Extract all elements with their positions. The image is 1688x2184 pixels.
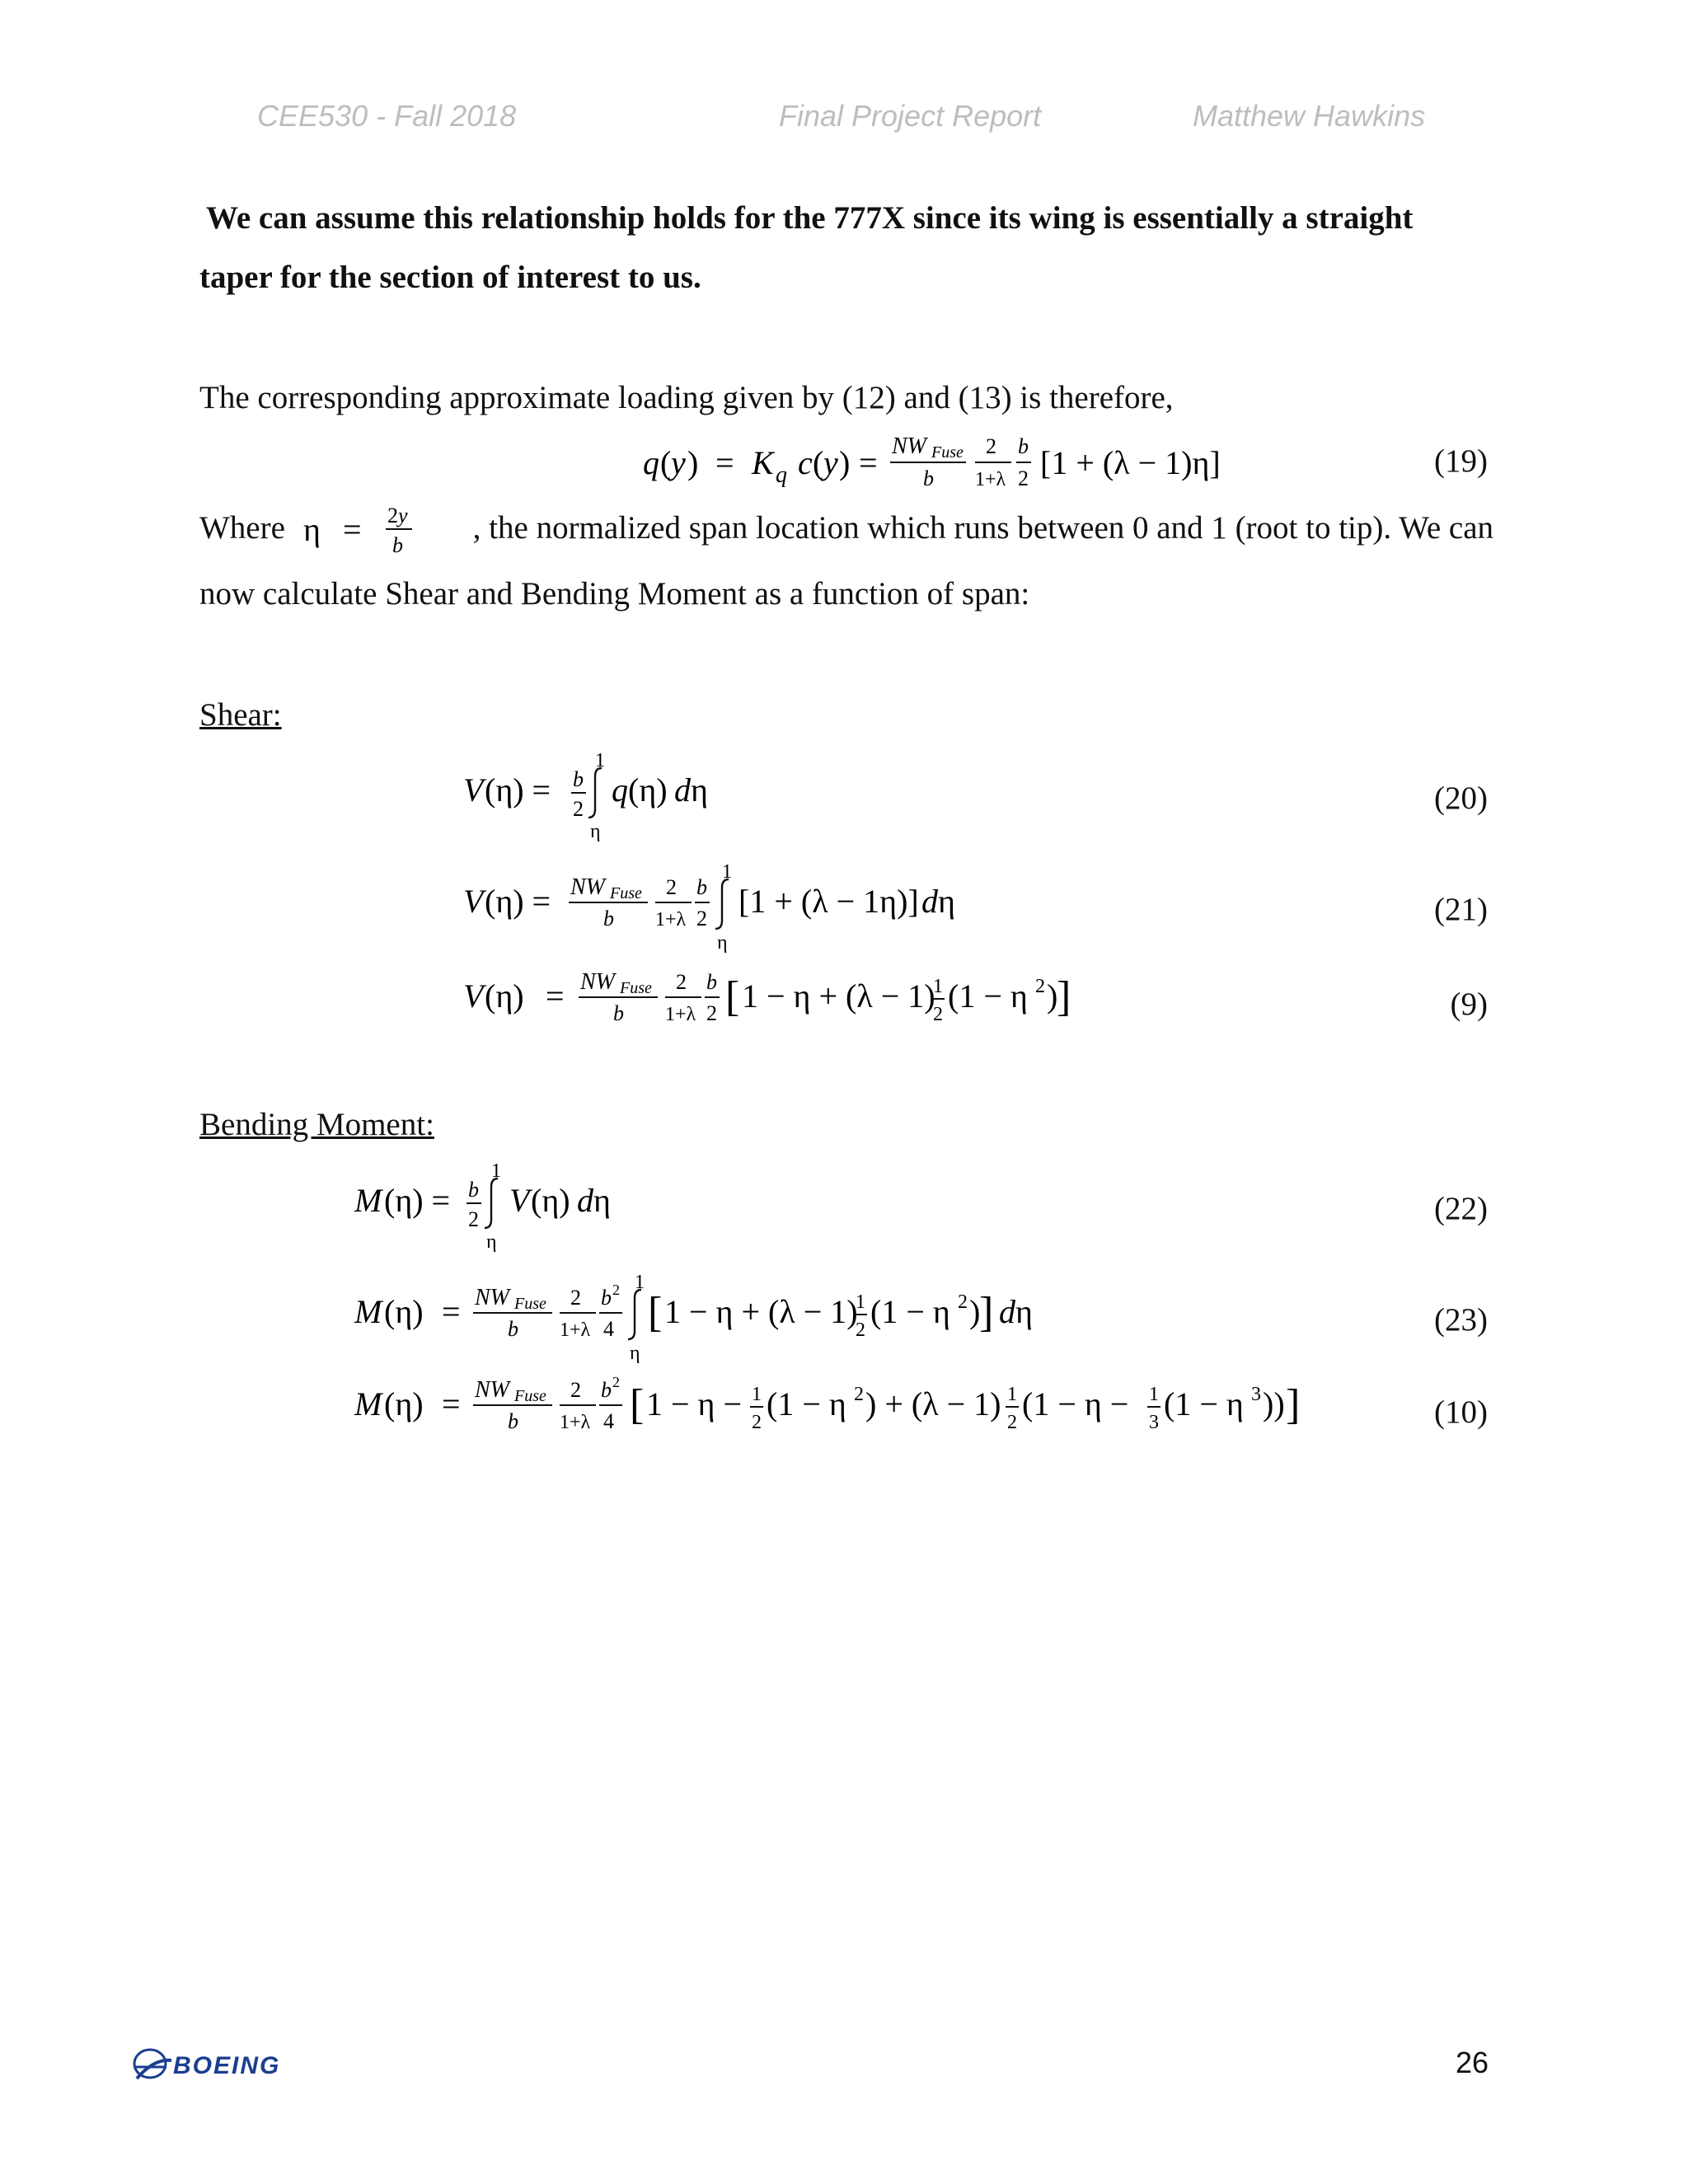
svg-text:b: b <box>706 970 717 994</box>
svg-text:1+λ: 1+λ <box>560 1412 591 1433</box>
svg-text:Fuse: Fuse <box>620 979 652 997</box>
svg-text:V: V <box>509 1182 530 1219</box>
svg-text:(η): (η) <box>384 1385 424 1422</box>
equation-9 <box>0 956 1688 1063</box>
svg-text:η: η <box>593 1182 611 1219</box>
svg-text:2: 2 <box>666 875 677 899</box>
svg-text:NW: NW <box>892 434 926 459</box>
svg-text:2: 2 <box>706 1001 717 1025</box>
svg-text:Fuse: Fuse <box>610 884 642 902</box>
moment-heading: Bending Moment: <box>199 1107 434 1142</box>
svg-text:b: b <box>1018 434 1029 458</box>
equation-number: (23) <box>1434 1302 1488 1338</box>
svg-text:c: c <box>798 444 813 481</box>
equation-22 <box>0 1160 1688 1268</box>
svg-text:b: b <box>392 533 403 555</box>
svg-text:(η): (η) <box>384 1293 424 1330</box>
svg-text:2: 2 <box>612 1374 620 1390</box>
svg-text:b: b <box>603 907 614 930</box>
svg-text:q: q <box>612 771 628 808</box>
svg-text:NW: NW <box>475 1377 509 1403</box>
svg-text:1: 1 <box>635 1272 645 1293</box>
svg-text:b: b <box>601 1286 612 1310</box>
svg-text:d: d <box>921 883 938 920</box>
svg-text:]: ] <box>1286 1381 1301 1428</box>
header-doc-title: Final Project Report <box>779 99 1042 133</box>
svg-text:2: 2 <box>570 1378 581 1402</box>
equation-number: (19) <box>1434 443 1488 479</box>
boeing-logo-text: BOEING <box>173 2052 281 2079</box>
svg-text:d: d <box>999 1293 1015 1330</box>
svg-text:d: d <box>674 771 691 808</box>
svg-text:(1 − η: (1 − η <box>767 1385 846 1422</box>
header-author: Matthew Hawkins <box>1193 99 1426 133</box>
svg-text:b: b <box>508 1317 518 1341</box>
svg-text:q: q <box>643 444 659 481</box>
svg-text:V: V <box>463 883 484 920</box>
svg-text:q: q <box>776 462 787 488</box>
svg-text:1: 1 <box>1007 1384 1017 1405</box>
svg-text:(η) =: (η) = <box>485 771 551 808</box>
svg-text:d: d <box>577 1182 593 1219</box>
svg-text:1: 1 <box>491 1160 501 1182</box>
svg-text:1 − η + (λ − 1): 1 − η + (λ − 1) <box>664 1293 858 1330</box>
svg-text:1: 1 <box>1149 1384 1159 1405</box>
svg-text:)): )) <box>1263 1385 1285 1422</box>
svg-text:(η): (η) <box>628 771 668 808</box>
equation-number: (9) <box>1450 987 1488 1022</box>
svg-text:3: 3 <box>1251 1384 1261 1405</box>
svg-text:b: b <box>573 767 584 791</box>
svg-text:2: 2 <box>1018 466 1029 490</box>
svg-text:(1 − η −: (1 − η − <box>1022 1385 1129 1422</box>
svg-text:η: η <box>691 771 708 808</box>
svg-text:[: [ <box>630 1381 645 1428</box>
svg-text:2: 2 <box>854 1384 864 1405</box>
svg-text:=: = <box>859 444 878 481</box>
svg-text:1 − η + (λ − 1): 1 − η + (λ − 1) <box>742 977 935 1015</box>
svg-text:[: [ <box>648 1289 663 1336</box>
svg-text:1: 1 <box>595 750 605 771</box>
svg-text:1+λ: 1+λ <box>560 1319 591 1341</box>
header-course: CEE530 - Fall 2018 <box>257 99 517 133</box>
svg-text:(η) =: (η) = <box>384 1182 451 1219</box>
assumption-line-1: We can assume this relationship holds for the 777X since its wing is essentially a straight <box>206 200 1414 236</box>
svg-text:=: = <box>546 977 565 1015</box>
equation-23 <box>0 1272 1688 1379</box>
svg-text:[1 + (λ − 1η)]: [1 + (λ − 1η)] <box>738 883 919 920</box>
svg-text:2: 2 <box>468 1207 479 1231</box>
svg-text:1: 1 <box>722 861 732 883</box>
svg-text:(1 − η: (1 − η <box>870 1293 950 1330</box>
svg-text:b: b <box>613 1001 624 1025</box>
svg-text:(η) =: (η) = <box>485 883 551 920</box>
svg-text:): ) <box>687 444 699 481</box>
svg-text:2: 2 <box>933 1004 943 1025</box>
svg-text:M: M <box>354 1182 382 1219</box>
svg-text:2: 2 <box>573 797 584 821</box>
svg-text:b: b <box>468 1178 479 1202</box>
svg-text:2: 2 <box>1007 1412 1017 1433</box>
svg-text:K: K <box>752 444 774 481</box>
svg-text:2y: 2y <box>387 504 408 527</box>
svg-text:2: 2 <box>986 434 996 458</box>
equation-number: (22) <box>1434 1191 1488 1226</box>
svg-text:1 − η −: 1 − η − <box>646 1385 743 1422</box>
svg-text:V: V <box>463 771 484 808</box>
svg-text:=: = <box>442 1293 461 1330</box>
svg-text:y: y <box>671 444 686 481</box>
shear-heading: Shear: <box>199 697 282 733</box>
svg-text:2: 2 <box>696 907 707 930</box>
svg-text:2: 2 <box>1035 976 1045 997</box>
svg-text:y: y <box>823 444 838 481</box>
svg-text:]: ] <box>1057 973 1071 1020</box>
svg-text:4: 4 <box>603 1317 614 1341</box>
svg-text:b: b <box>923 466 934 490</box>
svg-text:Fuse: Fuse <box>931 443 964 462</box>
svg-text:b: b <box>601 1378 612 1402</box>
svg-text:η: η <box>717 932 728 954</box>
svg-text:=: = <box>715 444 734 481</box>
svg-text:Fuse: Fuse <box>514 1295 546 1313</box>
equation-number: (20) <box>1434 780 1488 816</box>
equation-10 <box>0 1364 1688 1471</box>
svg-text:): ) <box>839 444 851 481</box>
svg-text:1+λ: 1+λ <box>665 1004 696 1025</box>
where-line <box>199 504 1494 555</box>
svg-text:1+λ: 1+λ <box>975 469 1006 490</box>
svg-text:) + (λ − 1): ) + (λ − 1) <box>865 1385 1001 1422</box>
equation-number: (10) <box>1434 1394 1488 1430</box>
svg-text:η: η <box>590 821 601 842</box>
svg-text:NW: NW <box>580 969 615 995</box>
svg-text:η: η <box>302 511 321 548</box>
svg-text:): ) <box>1047 977 1058 1015</box>
svg-text:η: η <box>938 883 955 920</box>
where-line-2: now calculate Shear and Bending Moment as a function of span: <box>199 576 1030 612</box>
svg-text:2: 2 <box>752 1412 762 1433</box>
svg-text:2: 2 <box>612 1282 620 1298</box>
svg-text:2: 2 <box>676 970 687 994</box>
svg-text:=: = <box>342 511 362 548</box>
equation-21 <box>0 861 1688 968</box>
svg-text:M: M <box>354 1385 382 1422</box>
svg-text:(1 − η: (1 − η <box>1164 1385 1244 1422</box>
equation-number: (21) <box>1434 892 1488 927</box>
svg-text:2: 2 <box>570 1286 581 1310</box>
svg-text:b: b <box>696 875 707 899</box>
svg-text:η: η <box>630 1343 640 1364</box>
svg-text:η: η <box>486 1231 497 1253</box>
svg-text:V: V <box>463 977 484 1015</box>
where-rest: , the normalized span location which runs between 0 and 1 (root to tip). We can <box>472 510 1494 546</box>
svg-text:(: ( <box>813 444 824 481</box>
svg-text:1: 1 <box>752 1384 762 1405</box>
svg-text:1: 1 <box>856 1291 865 1313</box>
loading-intro: The corresponding approximate loading given by (12) and (13) is therefore, <box>199 380 1174 415</box>
svg-text:Fuse: Fuse <box>514 1387 546 1405</box>
svg-text:(1 − η: (1 − η <box>948 977 1028 1015</box>
svg-text:1+λ: 1+λ <box>655 909 687 930</box>
svg-text:4: 4 <box>603 1409 614 1433</box>
svg-text:3: 3 <box>1149 1412 1159 1433</box>
svg-text:(η): (η) <box>531 1182 570 1219</box>
boeing-logo <box>132 2042 330 2087</box>
svg-text:=: = <box>442 1385 461 1422</box>
page-number: 26 <box>1455 2046 1489 2079</box>
svg-text:M: M <box>354 1293 382 1330</box>
svg-text:NW: NW <box>570 874 605 900</box>
svg-text:1: 1 <box>933 976 943 997</box>
svg-text:[1 + (λ − 1)η]: [1 + (λ − 1)η] <box>1040 444 1221 481</box>
where-prefix: Where <box>199 510 285 546</box>
svg-text:(: ( <box>660 444 672 481</box>
svg-text:(η): (η) <box>485 977 524 1015</box>
equation-20 <box>0 750 1688 857</box>
svg-text:NW: NW <box>475 1285 509 1310</box>
assumption-line-2: taper for the section of interest to us. <box>199 260 701 295</box>
svg-text:]: ] <box>979 1289 994 1336</box>
svg-text:): ) <box>969 1293 981 1330</box>
svg-text:2: 2 <box>856 1319 865 1341</box>
svg-text:η: η <box>1015 1293 1033 1330</box>
svg-text:2: 2 <box>958 1291 968 1313</box>
svg-text:b: b <box>508 1409 518 1433</box>
svg-text:[: [ <box>725 973 740 1020</box>
eta-definition <box>293 504 473 555</box>
